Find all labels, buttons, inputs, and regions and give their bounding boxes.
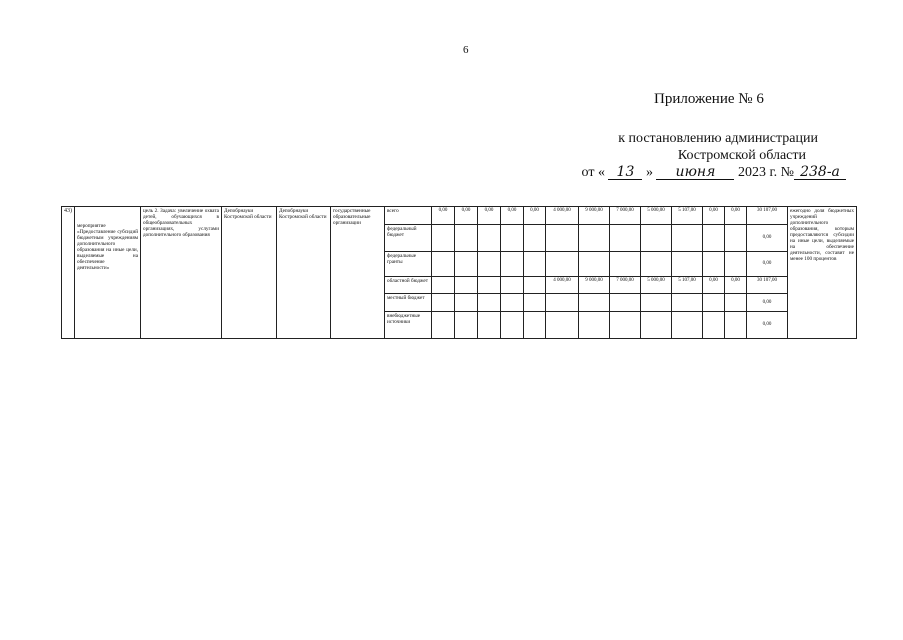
value-cell xyxy=(432,252,455,277)
value-cell: 7 000,00 xyxy=(610,277,641,294)
coexecutor-cell: Депобрнауки Костромской области xyxy=(277,207,331,339)
value-cell xyxy=(579,252,610,277)
handwritten-number: 238-а xyxy=(794,165,846,180)
note-cell: ежегодно доля бюджетных учреждений дополнительного образования, которым предоставляются субсидии на иные цели, выделяемые на обеспечение деятельности, составит не менее 100 процентов xyxy=(788,207,857,339)
value-cell xyxy=(524,252,546,277)
table-row xyxy=(62,207,857,225)
total-cell: 30 107,00 xyxy=(747,277,788,294)
value-cell xyxy=(501,277,524,294)
value-cell: 0,00 xyxy=(455,207,478,225)
value-cell xyxy=(501,294,524,312)
source-cell: всего xyxy=(385,207,432,225)
row-number: 43) xyxy=(62,207,75,339)
source-cell: федеральные гранты xyxy=(385,252,432,277)
value-cell: 0,00 xyxy=(703,277,725,294)
value-cell: 4 000,00 xyxy=(546,277,579,294)
value-cell xyxy=(455,277,478,294)
value-cell xyxy=(725,252,747,277)
value-cell xyxy=(725,225,747,252)
value-cell xyxy=(524,294,546,312)
value-cell xyxy=(501,312,524,339)
date-prefix: от « xyxy=(581,165,605,180)
source-cell: областной бюджет xyxy=(385,277,432,294)
value-cell: 0,00 xyxy=(703,207,725,225)
value-cell xyxy=(432,277,455,294)
value-cell xyxy=(546,252,579,277)
value-cell: 0,00 xyxy=(478,207,501,225)
value-cell xyxy=(455,225,478,252)
value-cell xyxy=(546,294,579,312)
value-cell xyxy=(524,277,546,294)
value-cell xyxy=(579,312,610,339)
total-cell: 30 107,00 xyxy=(747,207,788,225)
value-cell xyxy=(672,312,703,339)
value-cell xyxy=(641,225,672,252)
value-cell xyxy=(703,252,725,277)
value-cell xyxy=(725,294,747,312)
value-cell: 0,00 xyxy=(524,207,546,225)
decree-date-line xyxy=(560,164,860,181)
measure-cell: мероприятие «Предоставление субсидий бюджетным учреждениям дополнительного образования на иные цели, выделяемые на обеспечение деятельности» xyxy=(75,207,141,339)
value-cell: 5 107,00 xyxy=(672,207,703,225)
value-cell xyxy=(432,294,455,312)
appendix-title: Приложение № 6 xyxy=(654,91,764,107)
value-cell xyxy=(478,277,501,294)
value-cell: 0,00 xyxy=(432,207,455,225)
value-cell xyxy=(546,225,579,252)
value-cell xyxy=(478,294,501,312)
value-cell xyxy=(703,312,725,339)
value-cell xyxy=(501,252,524,277)
source-cell: внебюджетные источники xyxy=(385,312,432,339)
year-text: 2023 г. № xyxy=(737,165,794,180)
total-cell: 0,00 xyxy=(747,312,788,339)
value-cell xyxy=(672,225,703,252)
date-mid: » xyxy=(645,165,653,180)
value-cell xyxy=(610,312,641,339)
value-cell xyxy=(455,312,478,339)
goal-cell: цель 2. Задача: увеличение охвата детей, обучающихся в общеобразовательных организациях, услугами дополнительного образования xyxy=(141,207,222,339)
value-cell xyxy=(672,252,703,277)
value-cell: 0,00 xyxy=(725,277,747,294)
value-cell xyxy=(524,312,546,339)
total-cell: 0,00 xyxy=(747,252,788,277)
participants-cell: государственные образовательные организации xyxy=(331,207,385,339)
handwritten-month: июня xyxy=(656,165,734,180)
value-cell xyxy=(478,252,501,277)
value-cell xyxy=(501,225,524,252)
value-cell: 5 000,00 xyxy=(641,277,672,294)
value-cell xyxy=(432,312,455,339)
value-cell xyxy=(610,252,641,277)
value-cell xyxy=(579,294,610,312)
value-cell xyxy=(610,294,641,312)
data-table xyxy=(61,206,857,339)
decree-line-1: к постановлению администрации xyxy=(618,131,818,146)
value-cell xyxy=(703,225,725,252)
source-cell: местный бюджет xyxy=(385,294,432,312)
value-cell xyxy=(579,225,610,252)
value-cell: 4 000,00 xyxy=(546,207,579,225)
page-number: 6 xyxy=(463,44,469,56)
table-body xyxy=(62,207,857,339)
source-cell: федеральный бюджет xyxy=(385,225,432,252)
value-cell xyxy=(478,312,501,339)
total-cell: 0,00 xyxy=(747,294,788,312)
value-cell xyxy=(672,294,703,312)
value-cell xyxy=(610,225,641,252)
value-cell xyxy=(524,225,546,252)
value-cell: 9 000,00 xyxy=(579,207,610,225)
value-cell xyxy=(455,252,478,277)
value-cell xyxy=(432,225,455,252)
value-cell: 0,00 xyxy=(725,207,747,225)
value-cell: 9 000,00 xyxy=(579,277,610,294)
decree-line-2: Костромской области xyxy=(677,148,806,163)
value-cell xyxy=(546,312,579,339)
value-cell: 5 107,00 xyxy=(672,277,703,294)
total-cell: 0,00 xyxy=(747,225,788,252)
value-cell: 0,00 xyxy=(501,207,524,225)
value-cell: 5 000,00 xyxy=(641,207,672,225)
value-cell xyxy=(703,294,725,312)
value-cell xyxy=(725,312,747,339)
value-cell xyxy=(455,294,478,312)
value-cell xyxy=(641,312,672,339)
value-cell xyxy=(641,294,672,312)
value-cell xyxy=(478,225,501,252)
handwritten-day: 13 xyxy=(608,165,642,180)
value-cell: 7 000,00 xyxy=(610,207,641,225)
value-cell xyxy=(641,252,672,277)
executor-cell: Депобрнауки Костромской области xyxy=(222,207,277,339)
decree-block xyxy=(560,130,860,181)
